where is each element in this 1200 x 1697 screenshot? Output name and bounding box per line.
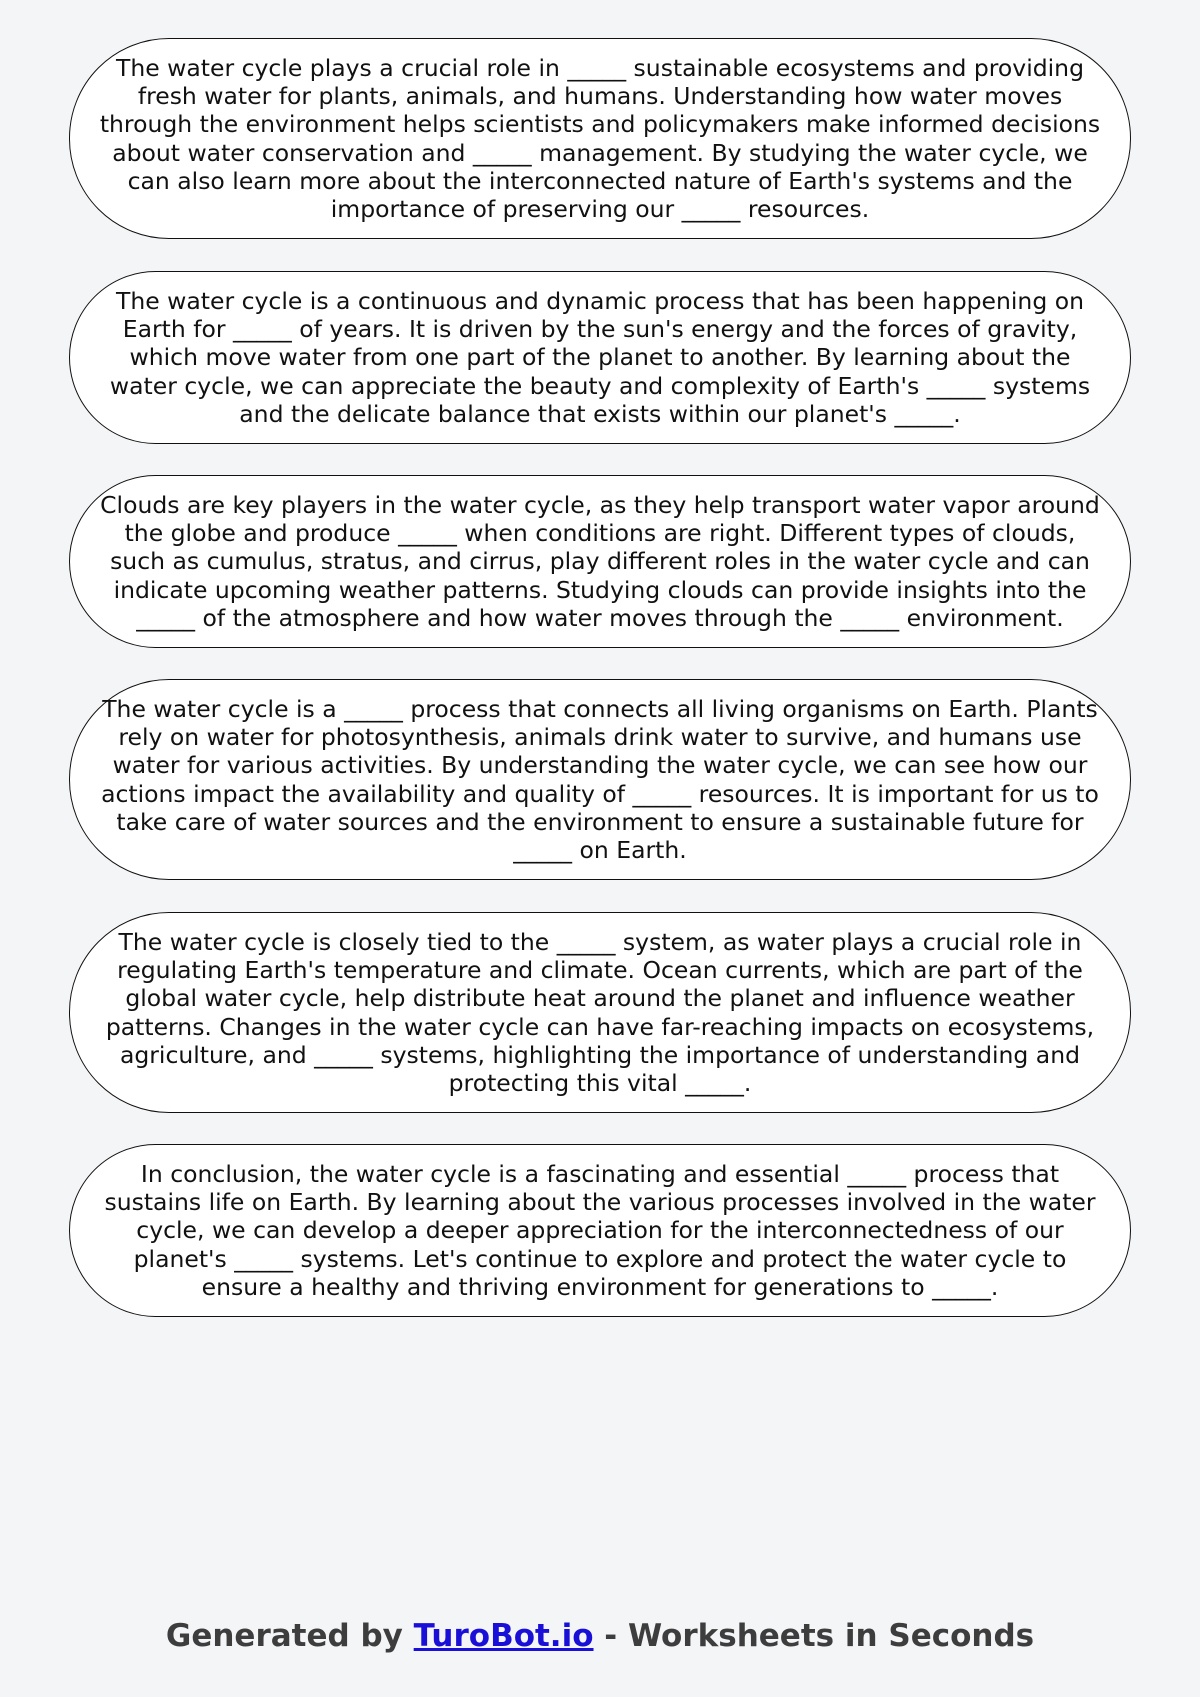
turobot-link[interactable]: TuroBot.io (413, 1618, 594, 1654)
passage-box (69, 38, 1131, 239)
footer-prefix: Generated by (165, 1618, 414, 1654)
passage-box (69, 271, 1131, 444)
passage-text: The water cycle is closely tied to the _____ system, as water plays a crucial role in regulating Earth's temperature and climate. Ocean currents, which are part of the global water cycle, help distribute heat around the planet and influence weather patterns. Changes in the water cycle can have far-reaching impacts on ecosystems, agriculture, and _____ systems, highlighting the importance of understanding and protecting this vital _____. (105, 927, 1095, 1097)
passage-text: The water cycle is a continuous and dynamic process that has been happening on Earth for _____ of years. It is driven by the sun's energy and the forces of gravity, which move water from one part of the planet to another. By learning about the water cycle, we can appreciate the beauty and complexity of Earth's _____ systems and the delicate balance that exists within our planet's _____. (109, 286, 1091, 428)
passage-text: The water cycle is a _____ process that connects all living organisms on Earth. Plants rely on water for photosynthesis, animals drink water to survive, and humans use water for various activities. By understanding the water cycle, we can see how our actions impact the availability and quality of _____ resources. It is important for us to take care of water sources and the environment to ensure a sustainable future for _____ on Earth. (101, 694, 1099, 864)
passage-text: Clouds are key players in the water cycle, as they help transport water vapor around the globe and produce _____ when conditions are right. Different types of clouds, such as cumulus, stratus, and cirrus, play different roles in the water cycle and can indicate upcoming weather patterns. Studying clouds can provide insights into the _____ of the atmosphere and how water moves through the _____ environment. (100, 490, 1100, 632)
passage-box (69, 1144, 1131, 1317)
passage-text: The water cycle plays a crucial role in _____ sustainable ecosystems and providing fresh water for plants, animals, and humans. Understanding how water moves through the environment helps scientists and policymakers make informed decisions about water conservation and _____ management. By studying the water cycle, we can also learn more about the interconnected nature of Earth's systems and the importance of preserving our _____ resources. (99, 53, 1101, 223)
footer-credit (0, 1618, 1200, 1654)
passage-box (69, 912, 1131, 1113)
footer-suffix: - Worksheets in Seconds (593, 1618, 1035, 1654)
passage-text: In conclusion, the water cycle is a fascinating and essential _____ process that sustains life on Earth. By learning about the various processes involved in the water cycle, we can develop a deeper appreciation for the interconnectedness of our planet's _____ systems. Let's continue to explore and protect the water cycle to ensure a healthy and thriving environment for generations to _____. (104, 1159, 1096, 1301)
passage-box (69, 475, 1131, 648)
passage-box (69, 679, 1131, 880)
